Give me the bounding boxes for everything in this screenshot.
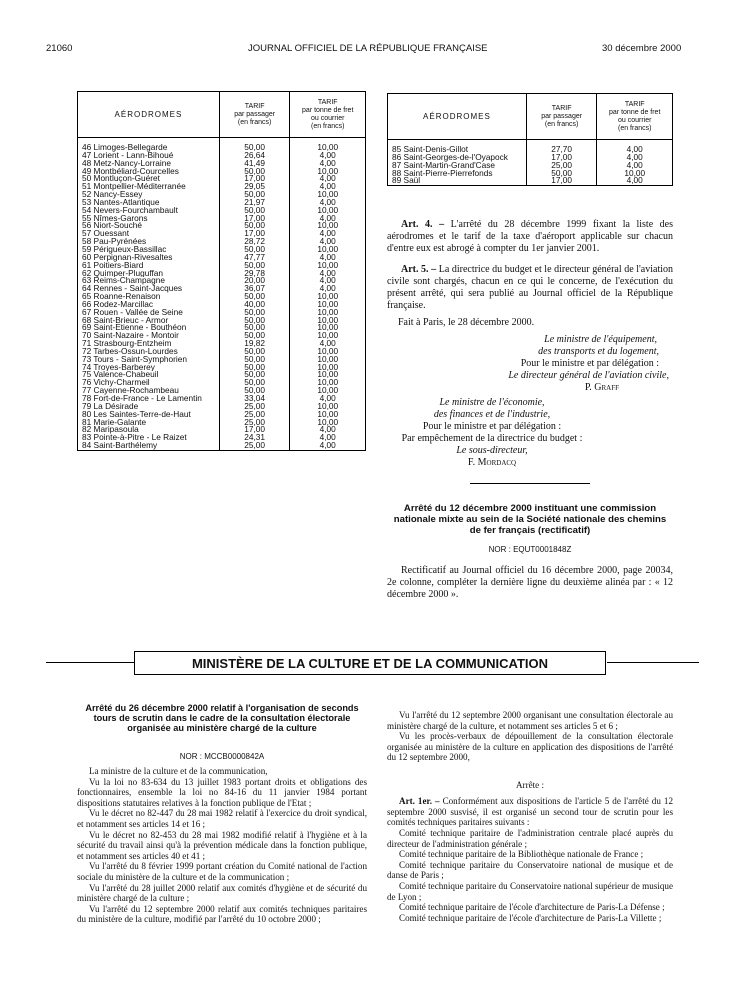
tarif-fret: 10,00 bbox=[290, 293, 366, 301]
table-row bbox=[78, 434, 366, 442]
aerodrome-name: 79 La Désirade bbox=[78, 403, 220, 411]
tarif-passager: 50,00 bbox=[219, 222, 290, 230]
tarif-passager: 50,00 bbox=[219, 309, 290, 317]
comite-item: Comité technique paritaire de l'administration centrale placé auprès du directeur de l'administration générale ; bbox=[387, 828, 673, 849]
tarif-fret: 10,00 bbox=[290, 371, 366, 379]
preamble-left bbox=[77, 766, 367, 925]
sig1-line: Le directeur général de l'aviation civile, bbox=[508, 370, 669, 381]
aerodrome-name: 53 Nantes-Atlantique bbox=[78, 199, 220, 207]
tarif-passager: 25,00 bbox=[219, 419, 290, 427]
tarif-passager: 50,00 bbox=[219, 371, 290, 379]
tarif-passager: 50,00 bbox=[219, 348, 290, 356]
aerodrome-name: 46 Limoges-Bellegarde bbox=[78, 144, 220, 152]
table-row bbox=[78, 301, 366, 309]
page-number: 21060 bbox=[46, 43, 73, 54]
table-row bbox=[78, 411, 366, 419]
aerodrome-name: 71 Strasbourg-Entzheim bbox=[78, 340, 220, 348]
tarif-fret: 4,00 bbox=[290, 238, 366, 246]
tarif-fret: 10,00 bbox=[290, 332, 366, 340]
preamble-paragraph: Vu la loi no 83-634 du 13 juillet 1983 portant droits et obligations des fonctionnaires, ensemble la loi no 84-16 du 11 janvier 1984 portant dispositions statutaires relatives à la fonction publique de l'Etat ; bbox=[77, 776, 367, 808]
ministry-heading: MINISTÈRE DE LA CULTURE ET DE LA COMMUNICATION bbox=[134, 651, 606, 675]
tarif-passager: 28,72 bbox=[219, 238, 290, 246]
table-row bbox=[388, 162, 673, 170]
preamble-paragraph: Vu l'arrêté du 12 septembre 2000 organisant une consultation électorale au ministère chargé de la culture, et notamment ses articles 5 et 6 ; bbox=[387, 710, 673, 731]
aerodrome-name: 83 Pointe-à-Pitre - Le Raizet bbox=[78, 434, 220, 442]
aerodrome-name: 80 Les Saintes-Terre-de-Haut bbox=[78, 411, 220, 419]
aerodrome-name: 61 Poitiers-Biard bbox=[78, 262, 220, 270]
tarif-passager: 50,00 bbox=[219, 262, 290, 270]
col-header-passager: TARIF par passager (en francs) bbox=[219, 92, 290, 138]
comite-item: Comité technique paritaire de l'école d'architecture de Paris-La Villette ; bbox=[399, 912, 662, 923]
art4-label: Art. 4. – bbox=[401, 219, 445, 230]
tarif-fret: 4,00 bbox=[290, 152, 366, 160]
comite-item: Comité technique paritaire de la Bibliothèque nationale de France ; bbox=[399, 849, 644, 860]
left-tariff-table bbox=[77, 91, 366, 451]
art5-text: La directrice du budget et le directeur général de l'aviation civile sont chargés, chacun en ce qui le concerne, de l'exécution du présent arrêté, qui sera publié au Journal officiel de la République française. bbox=[387, 264, 673, 311]
tarif-passager: 25,00 bbox=[219, 403, 290, 411]
tarif-passager: 25,00 bbox=[219, 442, 290, 450]
table-row bbox=[388, 154, 673, 162]
table-row bbox=[78, 144, 366, 152]
tarif-passager: 25,00 bbox=[219, 411, 290, 419]
sig1-signatory: P. Graff bbox=[584, 382, 619, 393]
table-row bbox=[78, 332, 366, 340]
table-row bbox=[78, 442, 366, 450]
tarif-fret: 10,00 bbox=[290, 262, 366, 270]
tarif-passager: 27,70 bbox=[526, 146, 597, 154]
table-row bbox=[388, 177, 673, 185]
arrete-12-text bbox=[387, 565, 673, 601]
arrete-label: Arrête : bbox=[515, 780, 545, 790]
tarif-passager: 50,00 bbox=[219, 324, 290, 332]
table-row bbox=[78, 403, 366, 411]
preamble-paragraph: Vu l'arrêté du 28 juillet 2000 relatif aux comités d'hygiène et de sécurité du ministère chargé de la culture ; bbox=[77, 882, 367, 904]
tarif-passager: 50,00 bbox=[219, 293, 290, 301]
fait-a-paris: Fait à Paris, le 28 décembre 2000. bbox=[398, 317, 535, 328]
sig1-line: Le ministre de l'équipement, bbox=[544, 334, 657, 345]
article-1 bbox=[387, 796, 673, 828]
tarif-passager: 29,05 bbox=[219, 183, 290, 191]
tarif-fret: 4,00 bbox=[290, 175, 366, 183]
table-row bbox=[388, 146, 673, 154]
aerodrome-name: 85 Saint-Denis-Gillot bbox=[388, 146, 527, 154]
tarif-passager: 25,00 bbox=[526, 162, 597, 170]
comites-list bbox=[387, 828, 673, 923]
tarif-passager: 50,00 bbox=[219, 191, 290, 199]
aerodrome-name: 62 Quimper-Pluguffan bbox=[78, 270, 220, 278]
tarif-fret: 4,00 bbox=[597, 177, 673, 185]
table-row bbox=[78, 309, 366, 317]
comite-item: Comité technique paritaire du Conservatoire national supérieur de musique de Lyon ; bbox=[387, 880, 673, 902]
preamble-right bbox=[387, 710, 673, 763]
tarif-fret: 10,00 bbox=[290, 222, 366, 230]
aerodrome-name: 55 Nîmes-Garons bbox=[78, 215, 220, 223]
aerodrome-name: 84 Saint-Barthélemy bbox=[78, 442, 220, 450]
aerodrome-name: 78 Fort-de-France - Le Lamentin bbox=[78, 395, 220, 403]
tarif-passager: 17,00 bbox=[526, 177, 597, 185]
art1-text: Conformément aux dispositions de l'article 5 de l'arrêté du 12 septembre 2000 susvisé, il est organisé un second tour de scrutin pour les comités techniques paritaires suivants : bbox=[387, 796, 673, 828]
tarif-fret: 4,00 bbox=[290, 285, 366, 293]
rectificatif-text: Rectificatif au Journal officiel du 16 décembre 2000, page 20034, 2e colonne, compléter la dernière ligne du deuxième alinéa par : « 12 décembre 2000 ». bbox=[387, 565, 673, 600]
tarif-passager: 50,00 bbox=[219, 144, 290, 152]
table-row bbox=[78, 426, 366, 434]
table-row bbox=[78, 215, 366, 223]
aerodrome-name: 70 Saint-Nazaire - Montoir bbox=[78, 332, 220, 340]
tarif-fret: 4,00 bbox=[290, 340, 366, 348]
table-row bbox=[78, 340, 366, 348]
col-header-fret: TARIF par tonne de fret ou courrier (en francs) bbox=[290, 92, 366, 138]
table-row bbox=[78, 379, 366, 387]
aerodrome-name: 89 Saül bbox=[388, 177, 527, 185]
col-header-passager: TARIF par passager (en francs) bbox=[526, 94, 597, 140]
journal-title: JOURNAL OFFICIEL DE LA RÉPUBLIQUE FRANÇAISE bbox=[248, 43, 488, 54]
tarif-passager: 20,00 bbox=[219, 277, 290, 285]
aerodrome-name: 56 Niort-Souché bbox=[78, 222, 220, 230]
tarif-fret: 10,00 bbox=[290, 301, 366, 309]
tarif-passager: 50,00 bbox=[219, 356, 290, 364]
sig1-line: des transports et du logement, bbox=[538, 346, 659, 357]
tarif-fret: 4,00 bbox=[290, 215, 366, 223]
separator-rule bbox=[470, 483, 590, 484]
table-row bbox=[78, 387, 366, 395]
comite-item: Comité technique paritaire du Conservatoire national de musique et de danse de Paris ; bbox=[387, 859, 673, 881]
tarif-fret: 4,00 bbox=[597, 146, 673, 154]
tarif-passager: 17,00 bbox=[219, 175, 290, 183]
tarif-passager: 50,00 bbox=[219, 246, 290, 254]
article-4 bbox=[387, 219, 673, 255]
table-row bbox=[78, 183, 366, 191]
aerodrome-name: 88 Saint-Pierre-Pierrefonds bbox=[388, 170, 527, 178]
col-header-aerodromes: AÉRODROMES bbox=[78, 92, 220, 138]
aerodrome-name: 63 Reims-Champagne bbox=[78, 277, 220, 285]
aerodrome-name: 64 Rennes - Saint-Jacques bbox=[78, 285, 220, 293]
ministry-rule-right bbox=[607, 662, 699, 663]
preamble-paragraph: Vu les procès-verbaux de dépouillement de la consultation électorale organisée au ministère de la culture en application des dispositions de l'arrêté du 12 septembre 2000, bbox=[387, 731, 673, 763]
aerodrome-name: 69 Saint-Etienne - Bouthéon bbox=[78, 324, 220, 332]
tarif-fret: 4,00 bbox=[290, 199, 366, 207]
tarif-passager: 50,00 bbox=[219, 207, 290, 215]
table-row bbox=[78, 191, 366, 199]
tarif-fret: 10,00 bbox=[290, 168, 366, 176]
tarif-fret: 10,00 bbox=[290, 317, 366, 325]
tarif-fret: 4,00 bbox=[290, 160, 366, 168]
aerodrome-name: 68 Saint-Brieuc - Armor bbox=[78, 317, 220, 325]
table-row bbox=[78, 238, 366, 246]
aerodrome-name: 58 Pau-Pyrénées bbox=[78, 238, 220, 246]
preamble-paragraph: Vu le décret no 82-447 du 28 mai 1982 relatif à l'exercice du droit syndical, et notamment ses articles 14 et 16 ; bbox=[77, 808, 367, 829]
preamble-paragraph: Vu le décret no 82-453 du 28 mai 1982 modifié relatif à l'hygiène et à la sécurité du travail ainsi qu'à la prévention médicale dans la fonction publique, et notamment ses articles 40 et 41 ; bbox=[77, 829, 367, 861]
arrete-26-nor: NOR : MCCB0000842A bbox=[179, 752, 265, 761]
col-header-aerodromes: AÉRODROMES bbox=[388, 94, 527, 140]
aerodrome-name: 74 Troyes-Barberey bbox=[78, 364, 220, 372]
tarif-passager: 50,00 bbox=[526, 170, 597, 178]
tarif-fret: 10,00 bbox=[290, 403, 366, 411]
comite-item: Comité technique paritaire de l'école d'architecture de Paris-La Défense ; bbox=[399, 902, 665, 913]
tarif-passager: 24,31 bbox=[219, 434, 290, 442]
table-row bbox=[78, 356, 366, 364]
tarif-fret: 10,00 bbox=[290, 207, 366, 215]
arrete-26-title: Arrêté du 26 décembre 2000 relatif à l'organisation de seconds tours de scrutin dans le cadre de la consultation électorale organisée au ministère chargé de la culture bbox=[85, 703, 359, 733]
ministry-rule-left bbox=[46, 662, 134, 663]
tarif-passager: 50,00 bbox=[219, 317, 290, 325]
tarif-passager: 50,00 bbox=[219, 379, 290, 387]
table-row bbox=[78, 175, 366, 183]
aerodrome-name: 82 Maripasoula bbox=[78, 426, 220, 434]
tarif-fret: 4,00 bbox=[290, 254, 366, 262]
aerodrome-name: 50 Montluçon-Guéret bbox=[78, 175, 220, 183]
table-row bbox=[78, 168, 366, 176]
aerodrome-name: 81 Marie-Galante bbox=[78, 419, 220, 427]
tarif-fret: 10,00 bbox=[290, 246, 366, 254]
aerodrome-name: 60 Perpignan-Rivesaltes bbox=[78, 254, 220, 262]
aerodrome-name: 49 Montbéliard-Courcelles bbox=[78, 168, 220, 176]
table-row bbox=[388, 170, 673, 178]
aerodrome-name: 72 Tarbes-Ossun-Lourdes bbox=[78, 348, 220, 356]
tarif-fret: 10,00 bbox=[290, 356, 366, 364]
art4-text: L'arrêté du 28 décembre 1999 fixant la liste des aérodromes et le tarif de la taxe d'aéroport applicable sur chacun d'entre eux est abrogé à compter du 1er janvier 2001. bbox=[387, 219, 673, 254]
table-row bbox=[78, 371, 366, 379]
preamble-paragraph: Vu l'arrêté du 8 février 1999 portant création du Comité national de l'action sociale du ministère de la culture et de la communication ; bbox=[77, 861, 367, 882]
tarif-passager: 19,82 bbox=[219, 340, 290, 348]
tarif-passager: 50,00 bbox=[219, 168, 290, 176]
tarif-fret: 4,00 bbox=[290, 230, 366, 238]
sig2-line: Pour le ministre et par délégation : bbox=[422, 421, 562, 432]
tarif-passager: 29,78 bbox=[219, 270, 290, 278]
tarif-passager: 36,07 bbox=[219, 285, 290, 293]
tarif-passager: 47,77 bbox=[219, 254, 290, 262]
table-row bbox=[78, 285, 366, 293]
tarif-fret: 10,00 bbox=[290, 419, 366, 427]
aerodrome-name: 77 Cayenne-Rochambeau bbox=[78, 387, 220, 395]
tarif-fret: 4,00 bbox=[290, 426, 366, 434]
tarif-passager: 50,00 bbox=[219, 387, 290, 395]
table-row bbox=[78, 246, 366, 254]
table-row bbox=[78, 293, 366, 301]
aerodrome-name: 75 Valence-Chabeuil bbox=[78, 371, 220, 379]
table-row bbox=[78, 199, 366, 207]
arrete-12-nor: NOR : EQUT0001848Z bbox=[488, 545, 572, 554]
tarif-fret: 10,00 bbox=[290, 387, 366, 395]
table-row bbox=[78, 395, 366, 403]
sig2-line: Le sous-directeur, bbox=[456, 445, 528, 456]
tarif-fret: 4,00 bbox=[597, 162, 673, 170]
aerodrome-name: 48 Metz-Nancy-Lorraine bbox=[78, 160, 220, 168]
signature-block-1 bbox=[390, 334, 669, 394]
sig2-line: des finances et de l'industrie, bbox=[433, 409, 551, 420]
tarif-fret: 10,00 bbox=[290, 364, 366, 372]
tarif-passager: 21,97 bbox=[219, 199, 290, 207]
tarif-fret: 4,00 bbox=[290, 434, 366, 442]
aerodrome-name: 57 Ouessant bbox=[78, 230, 220, 238]
tarif-fret: 4,00 bbox=[290, 395, 366, 403]
arrete-12-title: Arrêté du 12 décembre 2000 instituant une commission nationale mixte au sein de la Société nationale des chemins de fer français (rectificatif) bbox=[393, 503, 667, 536]
table-row bbox=[78, 254, 366, 262]
header-date: 30 décembre 2000 bbox=[602, 43, 682, 54]
right-table-body bbox=[388, 140, 673, 186]
sig2-line: Le ministre de l'économie, bbox=[439, 397, 545, 408]
tarif-passager: 41,49 bbox=[219, 160, 290, 168]
art5-label: Art. 5. – bbox=[401, 264, 437, 275]
tarif-fret: 10,00 bbox=[290, 191, 366, 199]
tarif-fret: 4,00 bbox=[290, 277, 366, 285]
tarif-passager: 17,00 bbox=[219, 426, 290, 434]
aerodrome-name: 54 Nevers-Fourchambault bbox=[78, 207, 220, 215]
table-row bbox=[78, 270, 366, 278]
tarif-fret: 4,00 bbox=[597, 154, 673, 162]
tarif-passager: 17,00 bbox=[219, 215, 290, 223]
table-row bbox=[78, 207, 366, 215]
aerodrome-name: 66 Rodez-Marcillac bbox=[78, 301, 220, 309]
table-row bbox=[78, 317, 366, 325]
aerodrome-name: 59 Périgueux-Bassillac bbox=[78, 246, 220, 254]
article-5 bbox=[387, 264, 673, 312]
col-header-fret: TARIF par tonne de fret ou courrier (en francs) bbox=[597, 94, 673, 140]
tarif-passager: 40,00 bbox=[219, 301, 290, 309]
tarif-fret: 10,00 bbox=[290, 348, 366, 356]
table-row bbox=[78, 262, 366, 270]
right-tariff-table bbox=[387, 93, 673, 186]
sig2-signatory: F. Mordacq bbox=[467, 457, 517, 468]
art1-label: Art. 1er. – bbox=[399, 796, 440, 806]
preamble-paragraph: La ministre de la culture et de la communication, bbox=[89, 766, 268, 776]
aerodrome-name: 86 Saint-Georges-de-l'Oyapock bbox=[388, 154, 527, 162]
tarif-fret: 10,00 bbox=[290, 309, 366, 317]
aerodrome-name: 67 Rouen - Vallée de Seine bbox=[78, 309, 220, 317]
aerodrome-name: 52 Nancy-Essey bbox=[78, 191, 220, 199]
tarif-fret: 4,00 bbox=[290, 270, 366, 278]
tarif-fret: 4,00 bbox=[290, 442, 366, 450]
sig1-line: Pour le ministre et par délégation : bbox=[520, 358, 659, 369]
sig2-line: Par empêchement de la directrice du budget : bbox=[401, 433, 583, 444]
aerodrome-name: 65 Roanne-Renaison bbox=[78, 293, 220, 301]
tarif-fret: 10,00 bbox=[290, 379, 366, 387]
aerodrome-name: 76 Vichy-Charmeil bbox=[78, 379, 220, 387]
table-row bbox=[78, 277, 366, 285]
aerodrome-name: 87 Saint-Martin-Grand'Case bbox=[388, 162, 527, 170]
table-row bbox=[78, 324, 366, 332]
tarif-passager: 50,00 bbox=[219, 364, 290, 372]
signature-block-2 bbox=[387, 397, 597, 469]
tarif-passager: 17,00 bbox=[526, 154, 597, 162]
tarif-fret: 10,00 bbox=[290, 144, 366, 152]
table-row bbox=[78, 152, 366, 160]
tarif-passager: 33,04 bbox=[219, 395, 290, 403]
tarif-fret: 10,00 bbox=[597, 170, 673, 178]
tarif-passager: 26,64 bbox=[219, 152, 290, 160]
left-table-body bbox=[78, 138, 366, 451]
tarif-fret: 10,00 bbox=[290, 411, 366, 419]
table-row bbox=[78, 364, 366, 372]
table-row bbox=[78, 222, 366, 230]
aerodrome-name: 73 Tours - Saint-Symphorien bbox=[78, 356, 220, 364]
table-row bbox=[78, 419, 366, 427]
tarif-fret: 10,00 bbox=[290, 324, 366, 332]
tarif-passager: 50,00 bbox=[219, 332, 290, 340]
aerodrome-name: 47 Lorient - Lann-Bihoué bbox=[78, 152, 220, 160]
table-row bbox=[78, 230, 366, 238]
aerodrome-name: 51 Montpellier-Méditerranée bbox=[78, 183, 220, 191]
table-row bbox=[78, 348, 366, 356]
preamble-paragraph: Vu l'arrêté du 12 septembre 2000 relatif aux comités techniques paritaires du ministère de la culture, modifié par l'arrêté du 10 octobre 2000 ; bbox=[77, 903, 367, 925]
tarif-passager: 17,00 bbox=[219, 230, 290, 238]
tarif-fret: 4,00 bbox=[290, 183, 366, 191]
table-row bbox=[78, 160, 366, 168]
